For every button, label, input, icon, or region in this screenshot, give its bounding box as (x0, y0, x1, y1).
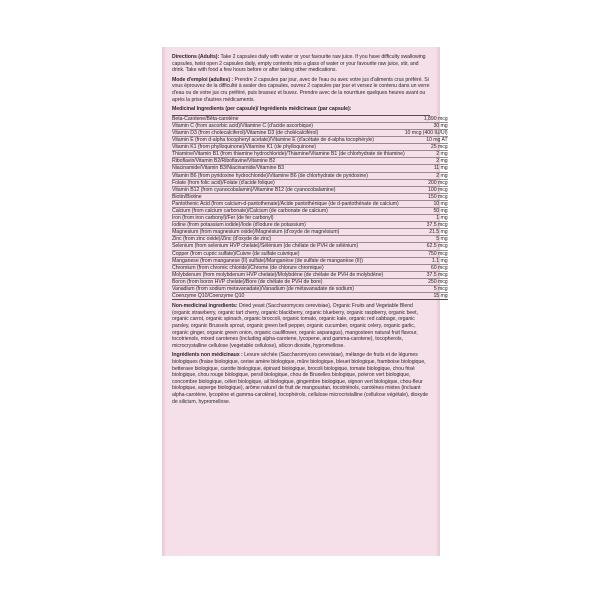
ingredient-name: Vitamin B12 (from cyanocobalamin)/Vitamine B12 (de cyanocobalamine) (172, 186, 405, 193)
ingredient-name: Chromium (from chromic chloride)/Chrome (de chlorure chromique) (172, 264, 405, 271)
ingredient-row (172, 129, 448, 136)
ingredient-name: Zinc (from zinc oxide)/Zinc (d'oxyde de zinc) (172, 236, 405, 243)
non-medicinal-french-text: Levure séchée (Saccharomyces cerevisiae), mélange de fruits et de légumes biologiques (fraise biologique, cerise amère biologique, mûre biologique, bleuet biologique, framboise biologique, betterave biologique, carotte biologique, épinard biologique, brocoli biologique, tomate biologique, chou frisé biologique, chou rouge biologique, persil biologique, chou de Bruxelles biologique, poivron vert biologique, concombre biologique, céleri biologique, ail biologique, gingembre biologique, oignon vert biologique, chou-fleur biologique, asperge biologique), arôme naturel de fruit de mangoustan, tocotriénols, carotènes mixtes (incluant alpha-carotène, lycopène et gamma-carotène), tocophérols, cellulose microcristalline (cellulose végétale), dioxyde de silicium, hypromellose. (172, 352, 429, 405)
ingredient-name: Vitamin B6 (from pyridoxine hydrochloride)/Vitamine B6 (de chlorhydrate de pyridoxine) (172, 172, 405, 179)
ingredient-name: Beta-Carotene/Bêta-carotène (172, 116, 405, 123)
ingredient-row (172, 264, 448, 271)
medicinal-ingredients-heading: Medicinal Ingredients (per capsule)/ Ingrédients médicinaux (par capsule): (172, 106, 352, 113)
ingredient-row (172, 271, 448, 278)
ingredient-name: Boron (from boron HVP chelate)/Bore (de chélate de PVH de bore) (172, 278, 405, 285)
ingredient-row (172, 137, 448, 144)
ingredient-row (172, 293, 448, 300)
ingredient-name: Pantothenic Acid (from calcium-d-pantothenate)/Acide pantothénique (de d-pantothénate de calcium) (172, 200, 405, 207)
ingredient-name: Riboflavin/Vitamin B2/Riboflavine/Vitamine B2 (172, 158, 405, 165)
ingredient-amount: 2 mg (405, 158, 448, 165)
ingredient-row (172, 215, 448, 222)
ingredient-amount: 1,890 mcg (405, 116, 448, 123)
ingredient-name: Manganese (from manganese (II) sulfate)/Manganèse (de sulfate de manganèse (II)) (172, 257, 405, 264)
ingredient-name: Vitamin D3 (from cholecalciferol)/Vitamine D3 (de cholécalciférol) (172, 129, 405, 136)
ingredient-row (172, 151, 448, 158)
ingredient-row (172, 286, 448, 293)
ingredient-name: Vitamin C (from ascorbic acid)/Vitamine C (d'acide ascorbique) (172, 122, 405, 129)
ingredient-name: Magnesium (from magnesium oxide)/Magnésium (d'oxyde de magnésium) (172, 229, 405, 236)
ingredient-row (172, 236, 448, 243)
ingredient-amount: 30 mg (405, 122, 448, 129)
label-content (172, 54, 448, 408)
ingredient-row (172, 207, 448, 214)
ingredient-amount: 750 mcg (405, 250, 448, 257)
ingredient-name: Selenium (from selenium HVP chelate)/Sélénium (de chélate de PVH de sélénium) (172, 243, 405, 250)
ingredient-amount: 5 mg (405, 236, 448, 243)
ingredient-amount: 15 mg (405, 293, 448, 300)
non-medicinal-french-heading: Ingrédients non médicinaux : (172, 352, 243, 359)
ingredient-row (172, 250, 448, 257)
ingredient-amount: 37.5 mcg (405, 222, 448, 229)
ingredient-amount: 37.5 mcg (405, 271, 448, 278)
ingredient-row (172, 144, 448, 151)
non-medicinal-english (172, 303, 430, 349)
ingredient-amount: 60 mcg (405, 264, 448, 271)
ingredient-row (172, 243, 448, 250)
directions-french-heading: Mode d'emploi (adultes) : (172, 76, 234, 83)
ingredient-row (172, 116, 448, 123)
ingredient-name: Molybdenum (from molybdenum HVP chelate)/Molybdène (de chélate de PVH de molybdène) (172, 271, 405, 278)
ingredient-amount: 100 mcg (405, 186, 448, 193)
ingredient-amount: 10 mcg (400 IU/UI) (404, 129, 448, 136)
ingredient-row (172, 186, 448, 193)
ingredient-amount: 62.5 mcg (405, 243, 448, 250)
ingredient-amount: 200 mcg (405, 179, 448, 186)
ingredient-row (172, 122, 448, 129)
ingredient-amount: 150 mcg (405, 193, 448, 200)
ingredient-amount: 21.5 mg (405, 229, 448, 236)
ingredient-name: Folate (from folic acid)/Folate (d'acide folique) (172, 179, 405, 186)
ingredient-amount: 250 mcg (405, 278, 448, 285)
label-panel (163, 47, 448, 556)
ingredient-row (172, 179, 448, 186)
ingredient-amount: 1 mg (405, 215, 448, 222)
ingredient-row (172, 158, 448, 165)
ingredient-name: Niacinamide/Vitamin B3/Niacinamide/Vitamine B3 (172, 165, 405, 172)
ingredient-name: Calcium (from calcium carbonate)/Calcium (de carbonate de calcium) (172, 207, 405, 214)
ingredient-name: Biotin/Biotine (172, 193, 405, 200)
ingredient-name: Copper (from cupric sulfate)/Cuivre (de sulfate cuivrique) (172, 250, 405, 257)
ingredient-name: Vanadium (from sodium metavanadate)/Vanadium (de métavanadate de sodium) (172, 286, 405, 293)
ingredient-name: Coenzyme Q10/Coenzyme Q10 (172, 293, 405, 300)
ingredient-amount: 25 mcg (405, 144, 448, 151)
ingredient-amount: 2 mg (405, 172, 448, 179)
panel-edge-left (163, 47, 166, 556)
directions-english-heading: Directions (Adults): (172, 54, 220, 60)
ingredient-name: Iron (from iron carbonyl)/Fer (de fer carbonyl) (172, 215, 405, 222)
ingredient-amount: 10 mg (405, 200, 448, 207)
ingredient-amount: 50 mg (405, 207, 448, 214)
ingredient-name: Iodine (from potassium iodide)/Iode (d'iodure de potassium) (172, 222, 405, 229)
directions-english-text: Take 2 capsules daily with water or your favourite raw juice. If you have difficulty swallowing capsules, twist open 2 capsules daily, empty contents into a glass of water or your favourite raw juice, stir, and drink. Take with food a few hours before or after taking other medications. (172, 54, 426, 74)
ingredient-row (172, 200, 448, 207)
non-medicinal-english-text: Dried yeast (Saccharomyces cerevisiae), Organic Fruits and Vegetable Blend (organic strawberry, organic tart cherry, organic blackberry, organic blueberry, organic raspberry, organic beet, organic carrot, organic spinach, organic broccoli, organic tomato, organic kale, organic red cabbage, organic parsley, organic Brussels sprout, organic green bell pepper, organic cucumber, organic celery, organic garlic, organic ginger, organic green onion, organic cauliflower, organic asparagus), mangosteen natural fruit flavour, tocotrienols, mixed carotenes (including alpha-carotene, lycopene, and gamma-carotene), tocopherols, microcrystalline cellulose (vegetable cellulose), silicon dioxide, hypromellose. (172, 303, 418, 349)
medicinal-ingredients-table (172, 116, 448, 300)
directions-french-text: Prendre 2 capsules par jour, avec de l'eau ou avec votre jus d'aliments crus préféré. Si vous éprouvez de la difficulté à avaler des capsules, ouvrez 2 capsules par jour et versez le contenu dans un verre d'eau ou de votre jus cru préféré, puis brassez et buvez. Prendre avec de la nourriture quelques heures avant ou après la prise d'autres médicaments. (172, 76, 430, 103)
non-medicinal-french (172, 352, 430, 405)
ingredient-amount: 10 mg AT (405, 137, 448, 144)
ingredient-amount: 1.1 mg (405, 257, 448, 264)
ingredient-row (172, 257, 448, 264)
ingredient-row (172, 193, 448, 200)
non-medicinal-english-heading: Non-medicinal ingredients: (172, 303, 238, 310)
ingredient-amount: 5 mcg (405, 286, 448, 293)
ingredient-name: Thiamine/Vitamin B1 (from thiamine hydrochloride)/Thiamine/Vitamine B1 (de chlorhydrate de thiamine) (172, 151, 405, 158)
ingredient-row (172, 229, 448, 236)
ingredient-amount: 11 mg (405, 165, 448, 172)
ingredient-amount: 2 mg (405, 151, 448, 158)
ingredient-row (172, 172, 448, 179)
directions-french (172, 77, 430, 103)
ingredient-name: Vitamin E (from d-alpha tocopheryl acetate)/Vitamine E (d'acétate de d-alpha tocophéryle) (172, 137, 405, 144)
ingredient-name: Vitamin K1 (from phylloquinone)/Vitamine K1 (de phylloquinone) (172, 144, 405, 151)
ingredient-row (172, 278, 448, 285)
ingredient-row (172, 165, 448, 172)
directions-english (172, 54, 430, 74)
ingredient-row (172, 222, 448, 229)
